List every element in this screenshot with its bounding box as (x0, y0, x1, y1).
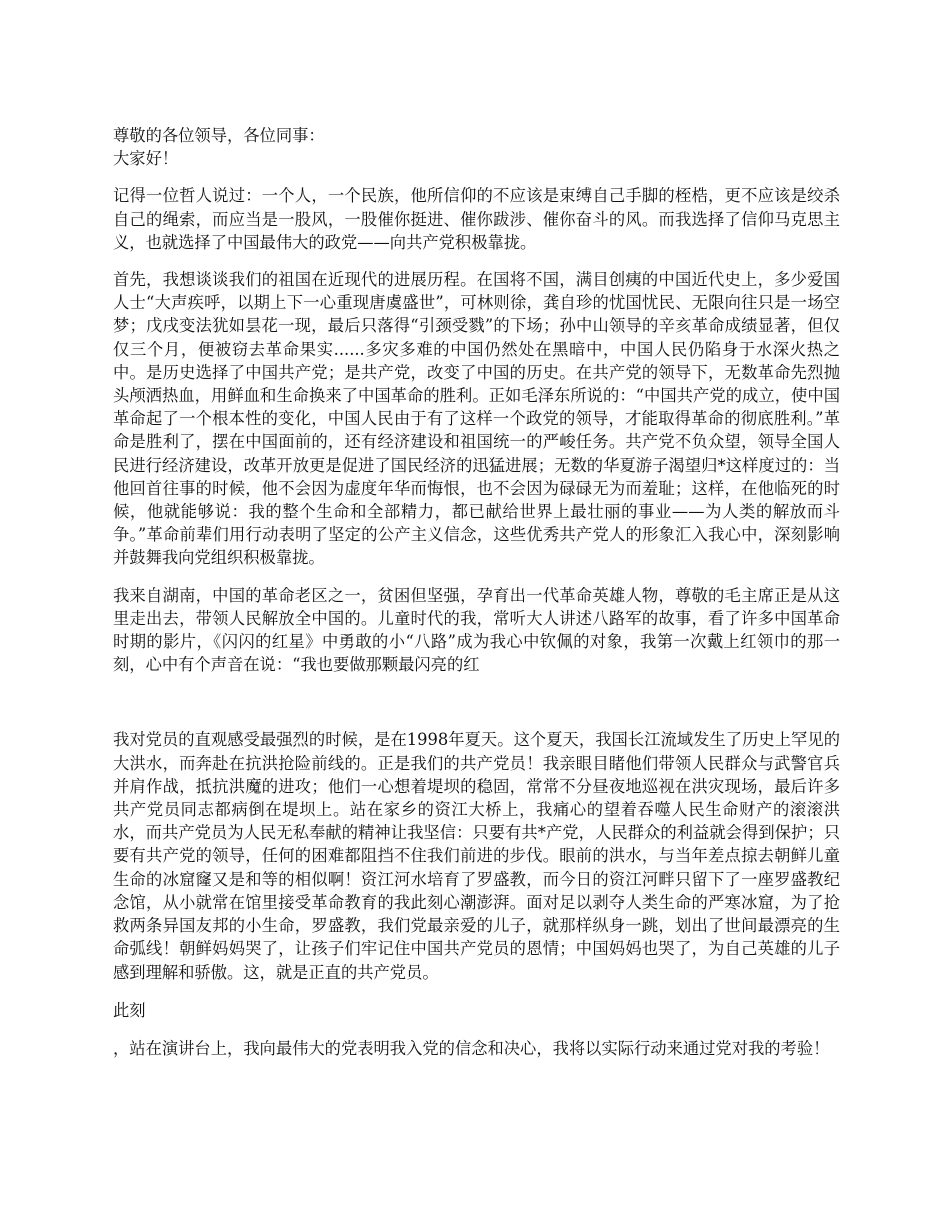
paragraph-history: 首先，我想谈谈我们的祖国在近现代的进展历程。在国将不国，满目创痍的中国近代史上，多少爱国人士“大声疾呼，以期上下一心重现唐虞盛世”，可林则徐，龚自珍的忧国忧民、无限向往只是一场空梦；戊戌变法犹如昙花一现，最后只落得“引颈受戮”的下场；孙中山领导的辛亥革命成绩显著，但仅仅三个月，便被窃去革命果实......多灾多难的中国仍然处在黑暗中，中国人民仍陷身于水深火热之中。是历史选择了中国共产党；是共产党，改变了中国的历史。在共产党的领导下，无数革命先烈抛头颅洒热血，用鲜血和生命换来了中国革命的胜利。正如毛泽东所说的：“中国共产党的成立，使中国革命起了一个根本性的变化，中国人民由于有了这样一个政党的领导，才能取得革命的彻底胜利。”革命是胜利了，摆在中国面前的，还有经济建设和祖国统一的严峻任务。共产党不负众望，领导全国人民进行经济建设，改革开放更是促进了国民经济的迅猛进展；无数的华夏游子渴望归*这样度过的：当他回首往事的时候，他不会因为虚度年华而悔恨，也不会因为碌碌无为而羞耻；这样，在他临死的时候，他就能够说：我的整个生命和全部精力，都已献给世界上最壮丽的事业——为人类的解放而斗争。”革命前辈们用行动表明了坚定的公产主义信念，这些优秀共产党人的形象汇入我心中，深刻影响并鼓舞我向党组织积极靠拢。 (113, 270, 840, 568)
greeting: 大家好！ (113, 149, 179, 169)
paragraph-closing: ，站在演讲台上，我向最伟大的党表明我入党的信念和决心，我将以实际行动来通过党对我的考验！ (113, 1038, 830, 1058)
document-body (113, 124, 840, 1060)
paragraph-moment: 此刻 (113, 1000, 146, 1020)
salutation: 尊敬的各位领导，各位同事： (113, 126, 325, 145)
paragraph-hunan: 我来自湖南，中国的革命老区之一，贫困但坚强，孕育出一代革命英雄人物，尊敬的毛主席正是从这里走出去，带领人民解放全中国的。儿童时代的我，常听大人讲述八路军的故事，看了许多中国革命时期的影片，《闪闪的红星》中勇敢的小“八路”成为我心中钦佩的对象，我第一次戴上红领巾的那一刻，心中有个声音在说：“我也要做那颗最闪亮的红 (113, 585, 840, 675)
paragraph-flood: 我对党员的直观感受最强烈的时候，是在1998年夏天。这个夏天，我国长江流域发生了历史上罕见的大洪水，而奔赴在抗洪抢险前线的。正是我们的共产党员！我亲眼目睹他们带领人民群众与武警官兵并肩作战，抵抗洪魔的进攻；他们一心想着堤坝的稳固，常常不分昼夜地巡视在洪灾现场，最后许多共产党员同志都病倒在堤坝上。站在家乡的资江大桥上，我痛心的望着吞噬人民生命财产的滚滚洪水，而共产党员为人民无私奉献的精神让我坚信：只要有共*产党，人民群众的利益就会得到保护；只要有共产党的领导，任何的困难都阻挡不住我们前进的步伐。眼前的洪水，与当年差点掠去朝鲜儿童生命的冰窟窿又是和等的相似啊！资江河水培育了罗盛教，而今日的资江河畔只留下了一座罗盛教纪念馆，从小就常在馆里接受革命教育的我此刻心潮澎湃。面对足以剥夺人类生命的严寒冰窟，为了抢救两条异国友邦的小生命，罗盛教，我们党最亲爱的儿子，就那样纵身一跳，划出了世间最漂亮的生命弧线！朝鲜妈妈哭了，让孩子们牢记住中国共产党员的恩情；中国妈妈也哭了，为自己英雄的儿子感到理解和骄傲。这，就是正直的共产党员。 (113, 730, 840, 982)
paragraph-philosopher: 记得一位哲人说过：一个人，一个民族，他所信仰的不应该是束缚自己手脚的桎梏，更不应该是绞杀自己的绳索，而应当是一股风，一股催你挺进、催你跋涉、催你奋斗的风。而我选择了信仰马克思主义，也就选择了中国最伟大的政党——向共产党积极靠拢。 (113, 186, 840, 252)
